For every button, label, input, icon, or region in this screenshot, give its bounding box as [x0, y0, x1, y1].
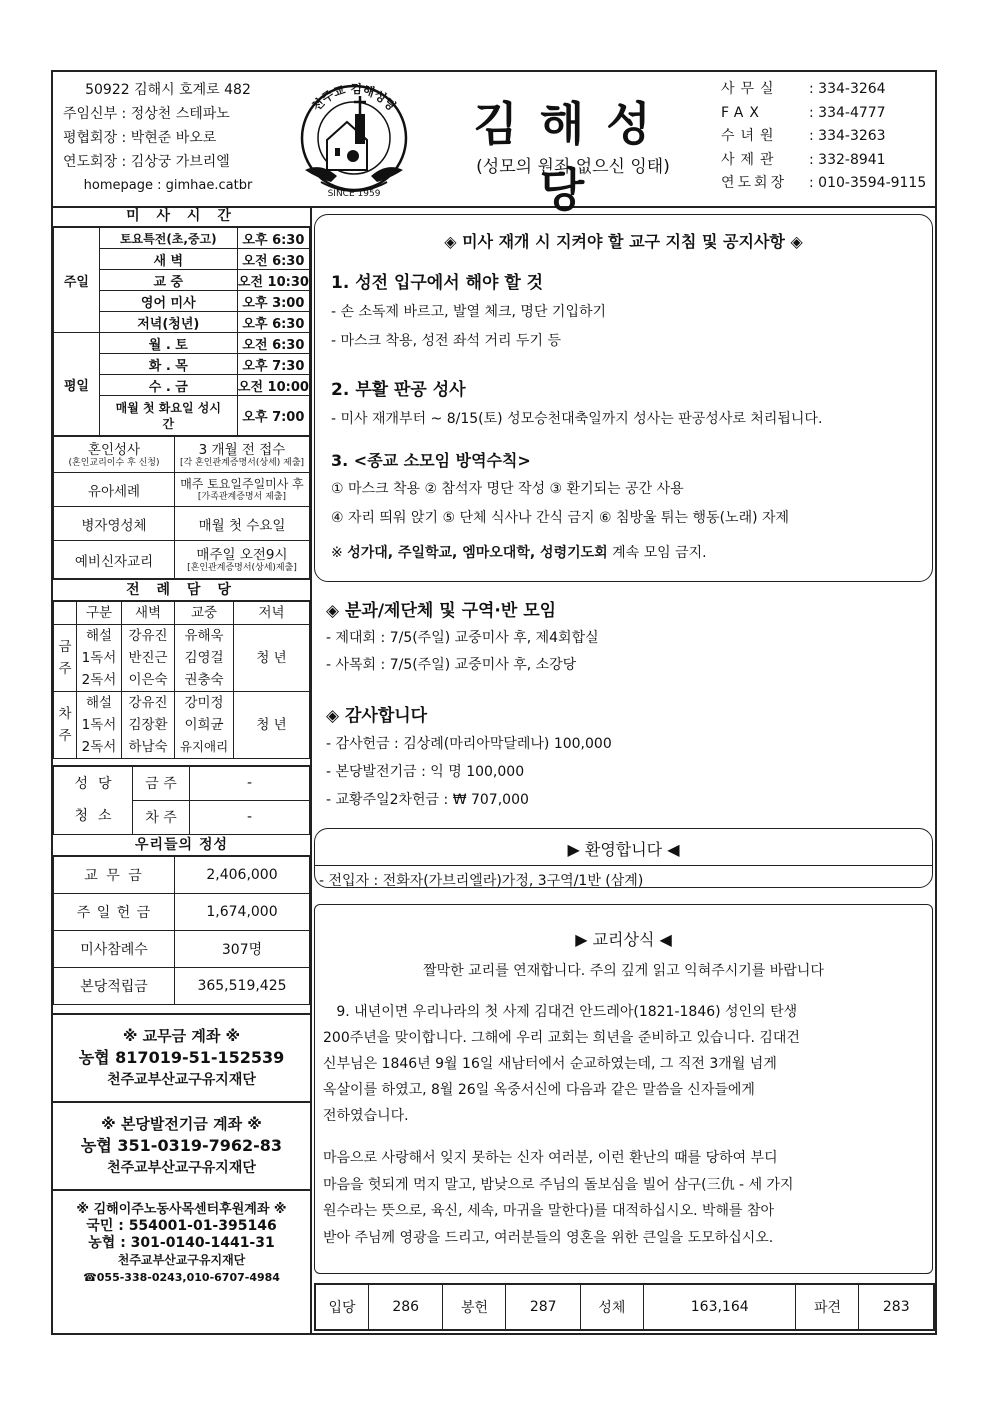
- offerings-title: 우리들의 정성: [53, 835, 310, 856]
- council-head: 평협회장 : 박현준 바오로: [63, 130, 217, 146]
- labor-center-title: ※ 김해이주노동사목센터후원계좌 ※: [76, 1201, 287, 1217]
- bulletin-page: [51, 70, 937, 1335]
- cleaning-table: [53, 765, 310, 835]
- tithe-account-holder: 천주교부산교구유지재단: [107, 1071, 256, 1088]
- liturgy-role: 해설: [77, 625, 122, 648]
- stat-label: 성체: [580, 1285, 643, 1330]
- labor-center-line2: 농협 : 301-0140-1441-31: [88, 1234, 275, 1251]
- weekday-label: 평일: [54, 333, 100, 436]
- sacrament-note: (혼인교리이수 후 신청): [68, 457, 160, 468]
- liturgy-dawn: 강유진: [122, 692, 175, 715]
- groups-section: [326, 598, 599, 679]
- sacrament-value-text: 매주일 오전9시: [196, 546, 288, 563]
- contact-row: [721, 125, 926, 149]
- section1-line: - 마스크 착용, 성전 좌석 거리 두기 등: [331, 333, 561, 349]
- section2-line: - 미사 재개부터 ~ 8/15(토) 성모승천대축일까지 성사는 판공성사로 처리됩니다.: [331, 411, 823, 427]
- offering-value: 365,519,425: [175, 967, 310, 1004]
- parish-info: [63, 78, 273, 198]
- labor-center-line1: 국민 : 554001-01-395146: [86, 1217, 277, 1234]
- address: 50922 김해시 호계로 482: [85, 82, 251, 98]
- sacrament-name: 유아세례: [54, 473, 175, 507]
- guidelines-box: [314, 214, 933, 582]
- stat-value: 287: [506, 1285, 580, 1330]
- contact-label: 사무실: [721, 81, 780, 97]
- contact-value: : 334-3264: [809, 81, 886, 97]
- parish-seal-logo: [291, 78, 417, 204]
- contact-label: 사제관: [721, 151, 780, 168]
- labor-center-holder: 천주교부산교구유지재단: [117, 1252, 246, 1267]
- contact-row: [721, 172, 926, 196]
- sacrament-value-text: 3 개월 전 접수: [198, 441, 286, 458]
- catechism-box: [314, 904, 933, 1274]
- stat-value: 286: [369, 1285, 443, 1330]
- homepage-link[interactable]: homepage : gimhae.catbr: [83, 178, 253, 193]
- offering-label: 미사참례수: [54, 930, 175, 967]
- cleaning-value: -: [190, 800, 310, 834]
- contact-label: 연도회장: [721, 175, 788, 191]
- sacrament-value-note: [각 혼인관계증명서(상세) 제출]: [179, 457, 305, 468]
- liturgy-evening: 청 년: [234, 625, 310, 692]
- liturgy-role: 2독서: [77, 669, 122, 692]
- svg-text:천주교 김해성당: [308, 81, 400, 114]
- sacrament-value: [175, 541, 310, 579]
- note-suffix: 계속 모임 금지.: [607, 545, 707, 561]
- pastor: 주임신부 : 정상천 스테파노: [63, 106, 230, 122]
- offering-value: 2,406,000: [175, 856, 310, 893]
- catechism-title: ▶ 교리상식 ◀: [575, 930, 672, 949]
- offerings-table: [53, 856, 310, 1005]
- liturgy-role: 1독서: [77, 647, 122, 669]
- section2-title: 2. 부활 판공 성사: [331, 380, 466, 400]
- contact-label: 수녀원: [721, 128, 780, 144]
- thanks-line: - 교황주일2차헌금 : ₩ 707,000: [326, 792, 529, 808]
- cleaning-value: -: [190, 766, 310, 800]
- section3-title: 3. <종교 소모임 방역수칙>: [331, 451, 531, 470]
- sacrament-value-text: 매주 토요일주일미사 후: [180, 477, 304, 491]
- catechism-line: 전하였습니다.: [323, 1108, 409, 1124]
- catechism-line: 마음을 헛되게 먹지 말고, 밤낮으로 주님의 돌보심을 빌어 삼구(三仇 - 세 가지: [323, 1176, 794, 1193]
- left-column: [53, 206, 312, 1333]
- sacrament-value-note: [가족관계증명서 제출]: [197, 492, 287, 502]
- liturgy-header: 구분: [77, 602, 122, 625]
- liturgy-header: 교중: [175, 602, 234, 625]
- liturgy-dawn: 이은숙: [122, 669, 175, 692]
- gathering-note: [331, 539, 822, 568]
- offering-label: 본당적립금: [54, 967, 175, 1004]
- liturgy-role: 2독서: [77, 736, 122, 759]
- liturgy-main: 강미정: [175, 692, 234, 715]
- sacrament-value: [175, 437, 310, 473]
- mass-name: 교 중: [99, 270, 237, 291]
- liturgy-evening: 청 년: [234, 692, 310, 759]
- development-fund-account: [53, 1101, 310, 1189]
- catechism-intro: 짤막한 교리를 연재합니다. 주의 깊게 읽고 익혀주시기를 바랍니다: [423, 963, 824, 979]
- catechism-line: 9. 내년이면 우리나라의 첫 사제 김대건 안드레아(1821-1846) 성인의 탄생: [323, 1004, 798, 1020]
- thanks-line: - 본당발전기금 : 익 명 100,000: [326, 764, 525, 780]
- liturgy-dawn: 반진근: [122, 647, 175, 669]
- catechism-line: 마음으로 사랑해서 잊지 못하는 신자 여러분, 이런 환난의 때를 당하여 부디: [323, 1150, 778, 1166]
- this-week-label: 금주: [54, 625, 77, 692]
- liturgy-table: [53, 601, 310, 759]
- groups-line: - 제대회 : 7/5(주일) 교중미사 후, 제4회합실: [326, 630, 599, 646]
- catechism-line: 원수라는 뜻으로, 육신, 세속, 마귀을 말한다)를 대적하십시오. 박해를 참아: [323, 1203, 775, 1219]
- groups-title: ◈ 분과/제단체 및 구역·반 모임: [326, 601, 557, 621]
- sacrament-table: [53, 436, 310, 579]
- sacrament-value-note: [혼인관계증명서(상세)제출]: [187, 562, 297, 573]
- welcome-box: [314, 828, 933, 888]
- guidelines-title: ◈ 미사 재개 시 지켜야 할 교구 지침 및 공지사항 ◈: [444, 232, 803, 251]
- sacrament-name: [54, 437, 175, 473]
- liturgy-role: 해설: [77, 692, 122, 715]
- liturgy-main: 유해욱: [175, 625, 234, 648]
- cleaning-week: 금 주: [133, 766, 190, 800]
- liturgy-dawn: 강유진: [122, 625, 175, 648]
- mass-time: 오후 7:00: [237, 396, 309, 436]
- contact-value: : 010-3594-9115: [809, 175, 927, 191]
- liturgy-header: 저녁: [234, 602, 310, 625]
- offering-label: 교 무 금: [54, 856, 175, 893]
- contact-row: [721, 149, 926, 173]
- mass-name: 화 . 목: [99, 354, 237, 375]
- contact-value: : 334-4777: [809, 104, 886, 121]
- cleaning-label: 성당 청소: [54, 766, 133, 834]
- mass-time: 오후 6:30: [237, 312, 309, 333]
- mass-time: 오전 6:30: [237, 249, 309, 270]
- mass-time: 오후 3:00: [237, 291, 309, 312]
- contact-list: [721, 78, 926, 196]
- sunday-label: 주일: [54, 228, 100, 333]
- liturgy-title: 전 례 담 당: [53, 579, 310, 601]
- liturgy-dawn: 김장환: [122, 714, 175, 736]
- section3-line: ④ 자리 띄워 앉기 ⑤ 단체 식사나 간식 금지 ⑥ 침방울 튀는 행동(노래) 자제: [331, 510, 790, 526]
- section1-line: - 손 소독제 바르고, 발열 체크, 명단 기입하기: [331, 304, 607, 320]
- liturgy-header: 새벽: [122, 602, 175, 625]
- section1-title: 1. 성전 입구에서 해야 할 것: [331, 273, 544, 293]
- catechism-paragraph-2: [323, 1145, 794, 1251]
- contact-value: : 332-8941: [809, 151, 886, 168]
- federation-head: 연도회장 : 김상궁 가브리엘: [63, 154, 230, 170]
- sacrament-name: 병자영성체: [54, 507, 175, 541]
- catechism-line: 200주년을 맞이합니다. 그해에 우리 교회는 희년을 준비하고 있습니다. 김대건: [323, 1030, 800, 1046]
- mass-time: 오후 6:30: [237, 228, 309, 249]
- offering-label: 주 일 헌 금: [54, 893, 175, 930]
- contact-label: FAX: [721, 104, 765, 121]
- seal-text: 천주교 김해성당: [309, 81, 399, 114]
- thanks-title: ◈ 감사합니다: [326, 706, 428, 726]
- labor-center-phone: ☎055-338-0243,010-6707-4984: [83, 1270, 280, 1284]
- mass-time: 오전 10:30: [237, 270, 309, 291]
- catechism-line: 받아 주님께 영광을 드리고, 여러분들의 영혼을 위한 큰일을 도모하십시오.: [323, 1229, 774, 1246]
- note-prefix: ※: [331, 545, 348, 561]
- mass-name: 매월 첫 화요일 성시간: [99, 396, 237, 436]
- mass-name: 새 벽: [99, 249, 237, 270]
- development-account-title: ※ 본당발전기금 계좌 ※: [101, 1114, 262, 1133]
- tithe-account-number: 농협 817019-51-152539: [78, 1047, 285, 1067]
- offering-value: 307명: [175, 930, 310, 967]
- mass-name: 토요특전(초,중고): [99, 228, 237, 249]
- mass-schedule-table: [53, 227, 310, 436]
- tithe-account: [53, 1013, 310, 1101]
- note-groups: 성가대, 주일학교, 엠마오대학, 성령기도회: [347, 545, 608, 561]
- guidelines-body: [331, 269, 822, 568]
- welcome-title: ▶ 환영합니다 ◀: [567, 840, 680, 859]
- mass-time: 오전 10:00: [237, 375, 309, 396]
- offering-value: 1,674,000: [175, 893, 310, 930]
- thanks-section: [326, 702, 612, 814]
- mass-name: 영어 미사: [99, 291, 237, 312]
- liturgy-main: 김영걸: [175, 647, 234, 669]
- mass-name: 수 . 금: [99, 375, 237, 396]
- groups-line: - 사목회 : 7/5(주일) 교중미사 후, 소강당: [326, 657, 577, 673]
- contact-row: [721, 78, 926, 102]
- catechism-line: 신부님은 1846년 9월 16일 새남터에서 순교하였는데, 그 직전 3개월 넘게: [323, 1056, 777, 1072]
- thanks-line: - 감사헌금 : 김상례(마리아막달레나) 100,000: [326, 736, 612, 752]
- tithe-account-title: ※ 교무금 계좌 ※: [122, 1026, 241, 1045]
- mass-statistics: [314, 1283, 935, 1331]
- liturgy-main: 이희균: [175, 714, 234, 736]
- sacrament-label: 혼인성사: [87, 441, 141, 458]
- parish-subtitle: (성모의 원죄 없으신 잉태): [476, 157, 670, 177]
- next-week-label: 차주: [54, 692, 77, 759]
- mass-time: 오후 7:30: [237, 354, 309, 375]
- mass-name: 월 . 토: [99, 333, 237, 354]
- sacrament-value: [175, 473, 310, 507]
- contact-value: : 334-3263: [809, 128, 886, 144]
- catechism-line: 옥살이를 하였고, 8월 26일 옥중서신에 다음과 같은 말씀을 신자들에게: [323, 1082, 755, 1098]
- labor-center-account: [53, 1189, 310, 1296]
- stat-value: 283: [859, 1285, 934, 1330]
- stat-label: 봉헌: [443, 1285, 506, 1330]
- stat-label: 입당: [316, 1285, 369, 1330]
- right-column: [312, 206, 935, 1333]
- sacrament-name: 예비신자교리: [54, 541, 175, 579]
- liturgy-main: 권충숙: [175, 669, 234, 692]
- liturgy-dawn: 하남숙: [122, 736, 175, 759]
- stat-label: 파견: [796, 1285, 859, 1330]
- sacrament-value: 매월 첫 수요일: [175, 507, 310, 541]
- contact-row: [721, 102, 926, 126]
- welcome-line: - 전입자 : 전화자(가브리엘라)가정, 3구역/1반 (삼계): [315, 865, 932, 890]
- liturgy-main: 유지애리: [175, 736, 234, 759]
- mass-time: 오전 6:30: [237, 333, 309, 354]
- stat-value: 163,164: [643, 1285, 796, 1330]
- liturgy-role: 1독서: [77, 714, 122, 736]
- mass-name: 저녁(청년): [99, 312, 237, 333]
- cleaning-week: 차 주: [133, 800, 190, 834]
- mass-schedule-title: 미 사 시 간: [53, 206, 310, 227]
- catechism-paragraph-1: [323, 999, 800, 1129]
- development-account-holder: 천주교부산교구유지재단: [107, 1159, 256, 1176]
- seal-since: SINCE 1959: [327, 189, 381, 199]
- parish-title: 김해성당: [473, 97, 673, 217]
- section3-line: ① 마스크 착용 ② 참석자 명단 작성 ③ 환기되는 공간 사용: [331, 481, 684, 497]
- development-account-number: 농협 351-0319-7962-83: [80, 1135, 283, 1155]
